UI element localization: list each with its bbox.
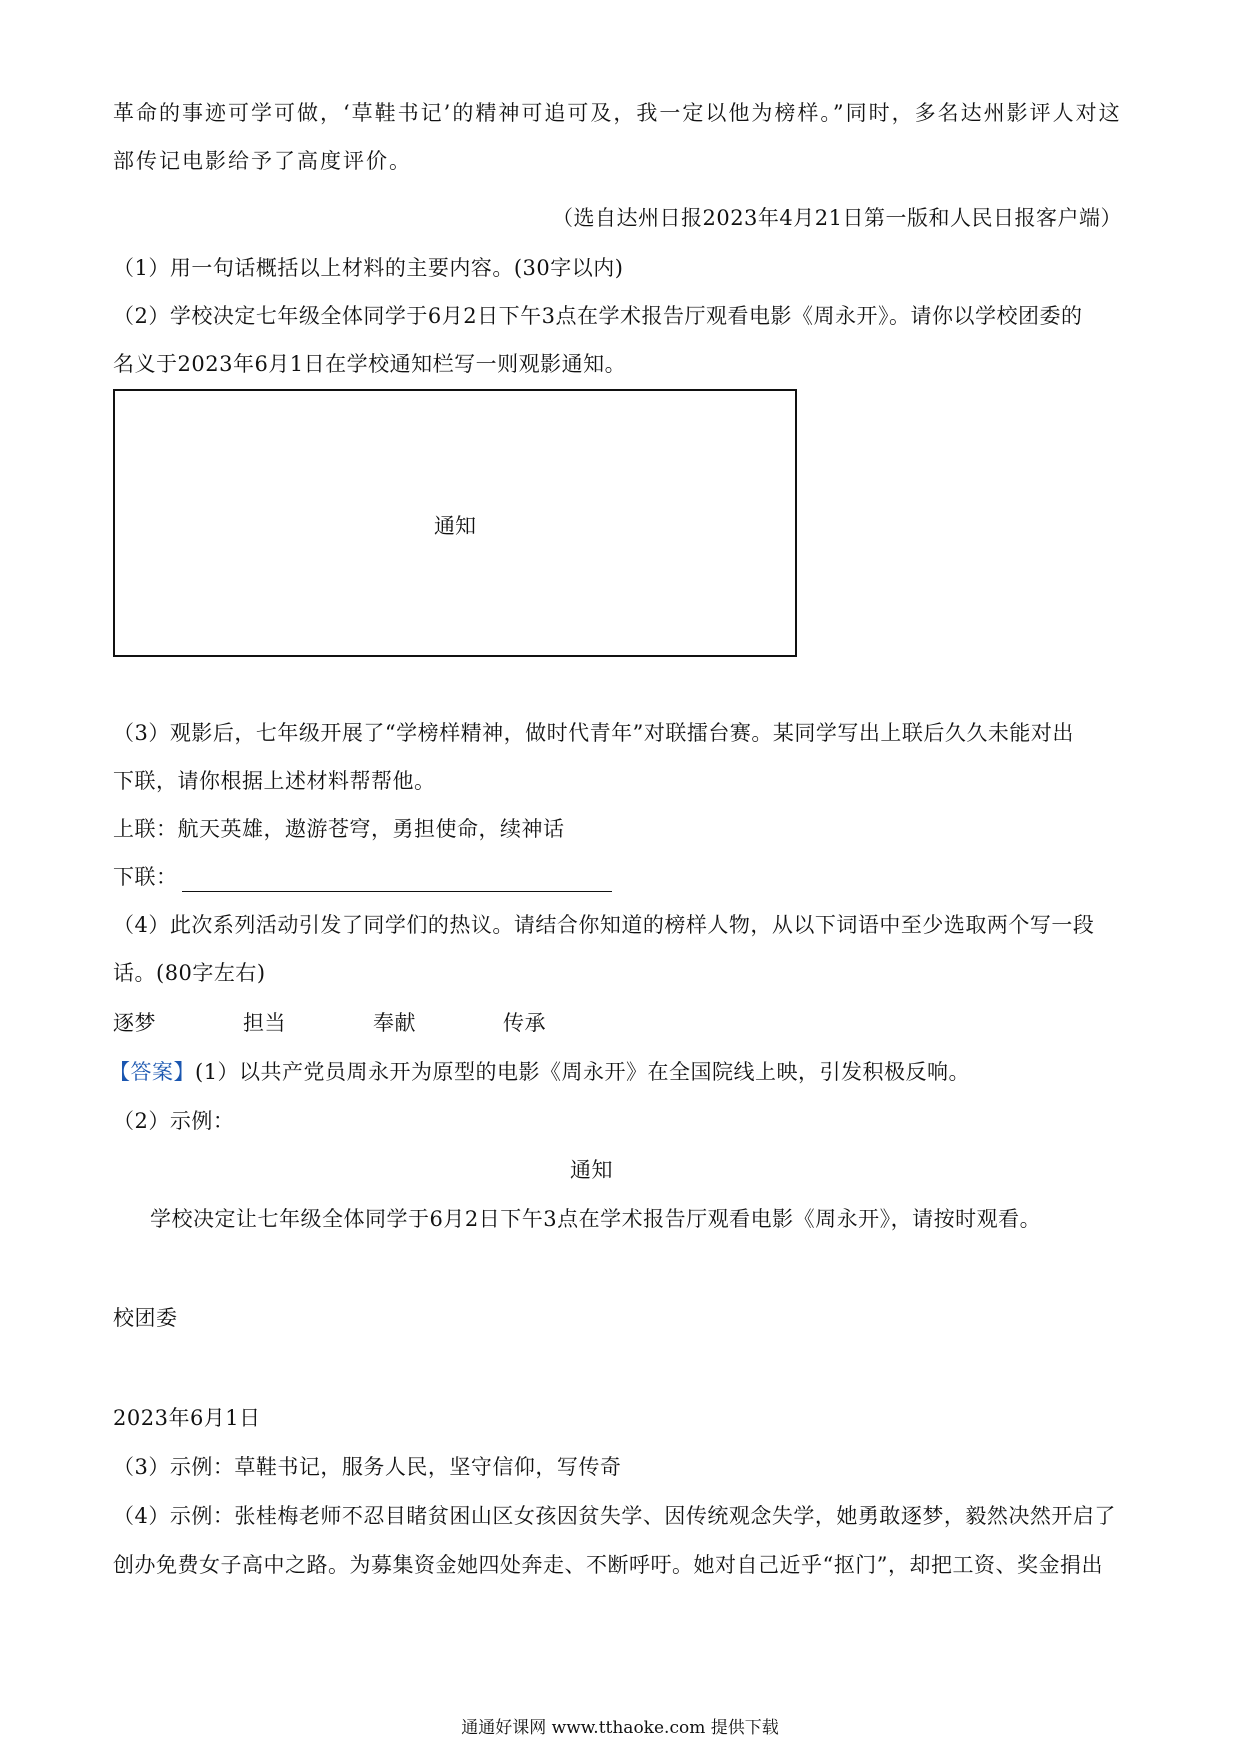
- question-2-line-1: （2）学校决定七年级全体同学于6月2日下午3点在学术报告厅观看电影《周永开》。请你以学校团委的: [113, 304, 1083, 328]
- answer-2-label: （2）示例：: [113, 1109, 235, 1133]
- answer-1: [109, 1057, 970, 1087]
- question-4-line-2: 话。(80字左右): [113, 961, 266, 985]
- lower-couplet-label: 下联：: [113, 865, 178, 889]
- upper-couplet: 上联：航天英雄，遨游苍穹，勇担使命，续神话: [113, 817, 565, 841]
- answer-3: （3）示例：草鞋书记，服务人民，坚守信仰，写传奇: [113, 1455, 622, 1479]
- page-footer: 通通好课网 www.tthaoke.com 提供下载: [461, 1718, 779, 1738]
- notice-body: 学校决定让七年级全体同学于6月2日下午3点在学术报告厅观看电影《周永开》，请按时观看。: [150, 1207, 1042, 1231]
- lower-couplet: [113, 862, 612, 892]
- notice-box-title: 通知: [434, 514, 476, 538]
- notice-answer-box: [113, 389, 797, 657]
- question-2-line-2: 名义于2023年6月1日在学校通知栏写一则观影通知。: [113, 352, 627, 376]
- answer-tag: 【答案】: [109, 1060, 195, 1084]
- question-4-line-1: （4）此次系列活动引发了同学们的热议。请结合你知道的榜样人物，从以下词语中至少选取两个写一段: [113, 913, 1095, 937]
- question-3-line-2: 下联，请你根据上述材料帮帮他。: [113, 769, 436, 793]
- passage-line-2: 部传记电影给予了高度评价。: [113, 149, 412, 173]
- answer-4-line-2: 创办免费女子高中之路。为募集资金她四处奔走、不断呼吁。她对自己近乎“抠门”，却把工资、奖金捐出: [113, 1553, 1103, 1577]
- lower-couplet-blank: [182, 869, 612, 892]
- passage-line-1: 革命的事迹可学可做，‘草鞋书记’的精神可追可及，我一定以他为榜样。”同时，多名达州影评人对这: [113, 101, 1122, 125]
- notice-date: 2023年6月1日: [113, 1406, 261, 1430]
- notice-title: 通知: [570, 1158, 613, 1182]
- word-choice: 担当: [243, 1011, 286, 1035]
- word-choice: 逐梦: [113, 1011, 156, 1035]
- answer-4-line-1: （4）示例：张桂梅老师不忍目睹贫困山区女孩因贫失学、因传统观念失学，她勇敢逐梦，毅然决然开启了: [113, 1504, 1116, 1528]
- notice-signer: 校团委: [113, 1306, 178, 1330]
- question-3-line-1: （3）观影后，七年级开展了“学榜样精神，做时代青年”对联擂台赛。某同学写出上联后久久未能对出: [113, 721, 1074, 745]
- question-1: （1）用一句话概括以上材料的主要内容。(30字以内): [113, 256, 624, 280]
- word-choice: 奉献: [373, 1011, 416, 1035]
- word-choices: [113, 1008, 633, 1038]
- answer-1-text: (1）以共产党员周永开为原型的电影《周永开》在全国院线上映，引发积极反响。: [195, 1060, 971, 1084]
- passage-source: （选自达州日报2023年4月21日第一版和人民日报客户端）: [551, 206, 1122, 230]
- word-choice: 传承: [503, 1011, 546, 1035]
